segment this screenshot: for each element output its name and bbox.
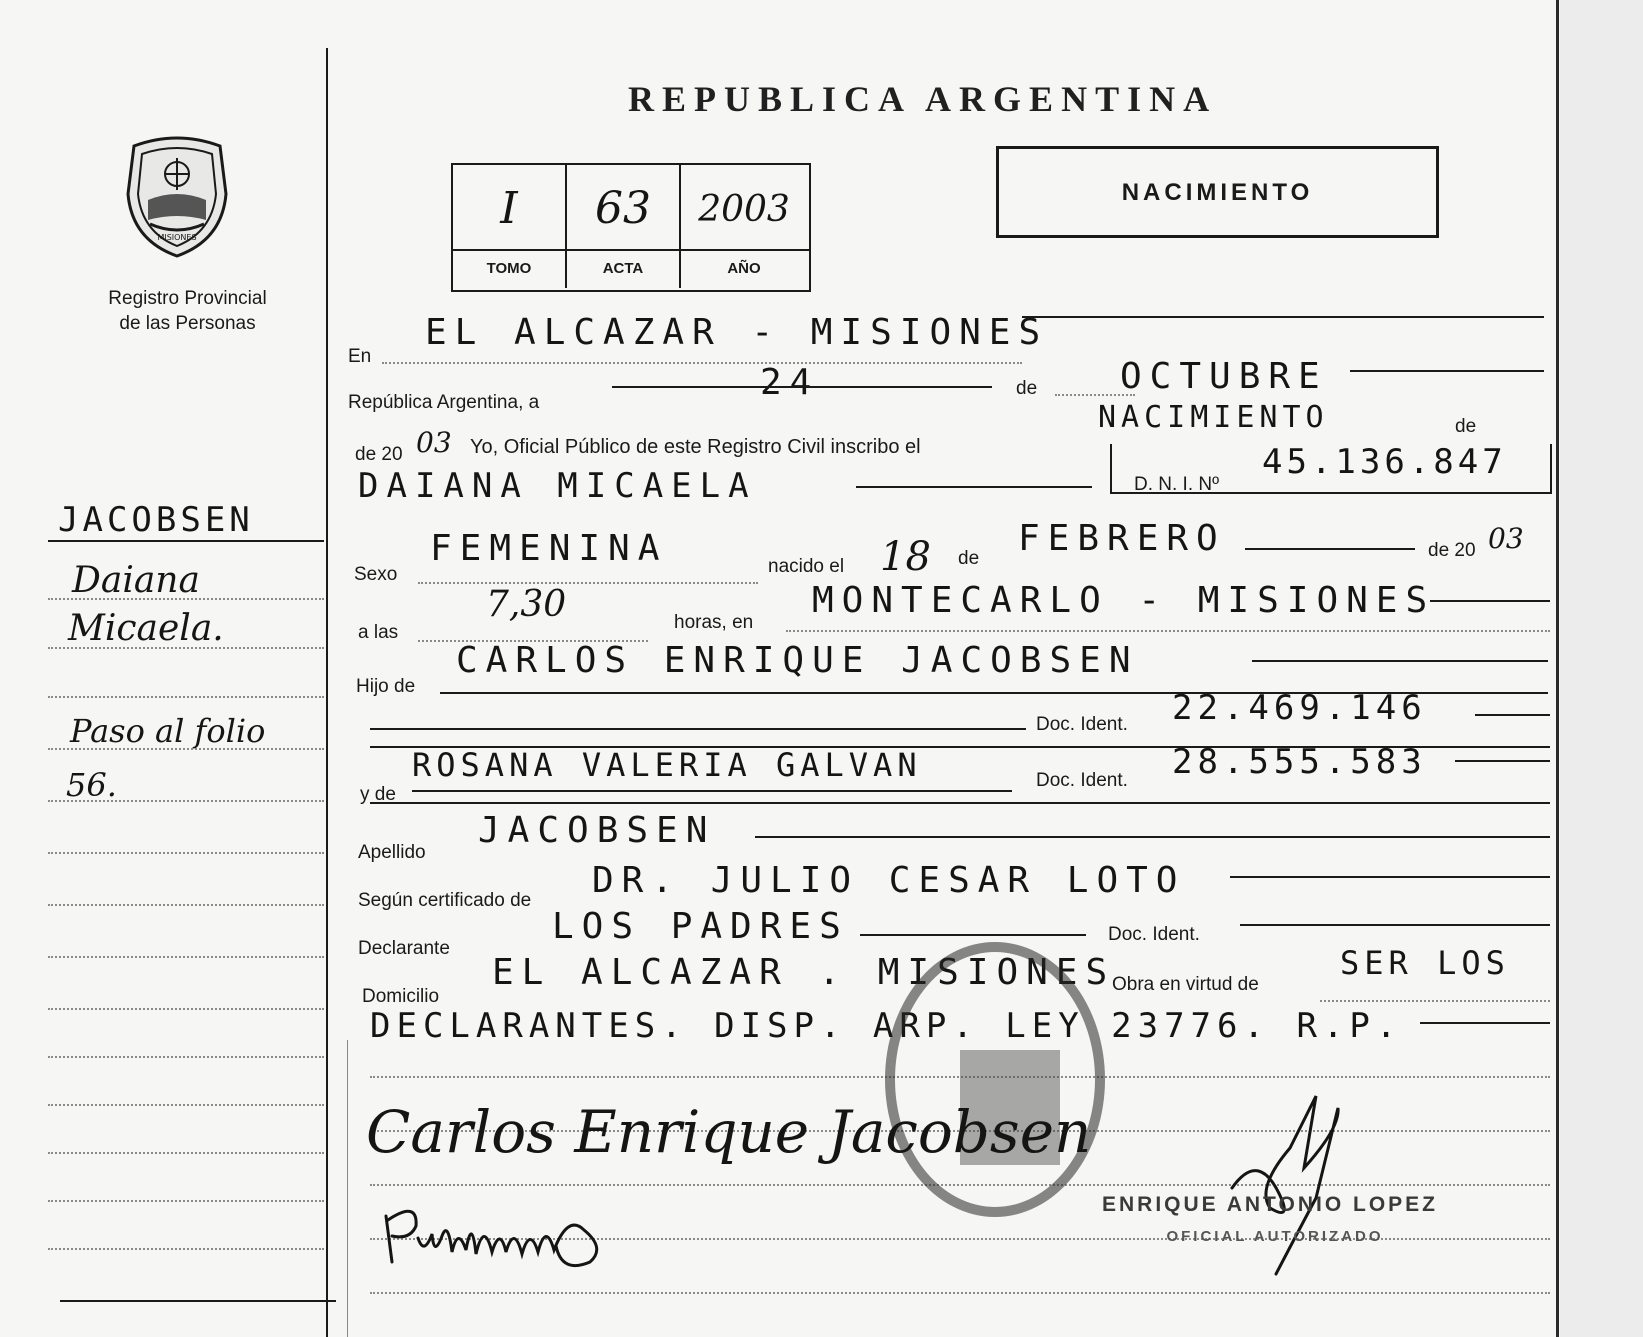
- margin-line: [48, 852, 324, 854]
- official-role: OFICIAL AUTORIZADO: [1166, 1228, 1384, 1245]
- child-name-value: DAIANA MICAELA: [358, 466, 757, 506]
- svg-text:MISIONES: MISIONES: [157, 233, 197, 242]
- apellido-label: Apellido: [358, 842, 426, 863]
- mother-name-value: ROSANA VALERIA GALVAN: [412, 746, 922, 784]
- obra-continuation-value: DECLARANTES. DISP. ARP. LEY 23776. R.P.: [370, 1006, 1403, 1046]
- domicilio-label: Domicilio: [362, 986, 440, 1007]
- registry-name: [60, 286, 315, 336]
- ano-value: 2003: [698, 189, 790, 230]
- margin-line: [48, 598, 324, 600]
- margin-line: [48, 1248, 324, 1250]
- birth-place-dotted-line: [786, 630, 1550, 632]
- sexo-dotted-line: [418, 582, 758, 584]
- certificate-doctor-value: DR. JULIO CESAR LOTO: [592, 860, 1186, 901]
- margin-line: [48, 1056, 324, 1058]
- birth-place-line: [1430, 600, 1550, 602]
- certificado-label: Según certificado de: [358, 890, 532, 911]
- margin-line: [48, 748, 324, 750]
- month-value: OCTUBRE: [1120, 356, 1328, 397]
- day-value: 24: [760, 362, 820, 403]
- surname-line: [755, 836, 1550, 838]
- document-type-box: [996, 146, 1439, 238]
- sexo-value: FEMENINA: [430, 528, 668, 569]
- mother-name-line: [412, 790, 1012, 792]
- birth-day-value: 18: [880, 534, 931, 580]
- birth-year-prefix-label: de 20: [1428, 540, 1476, 561]
- mother-signature: [378, 1196, 638, 1272]
- father-name-line: [1252, 660, 1548, 662]
- separator-line: [370, 802, 1550, 804]
- address-value: EL ALCAZAR . MISIONES: [492, 952, 1116, 993]
- father-continuation-line: [370, 728, 1026, 730]
- tomo-label: TOMO: [486, 260, 532, 277]
- alas-label: a las: [358, 622, 399, 643]
- margin-surname: JACOBSEN: [58, 500, 254, 540]
- day-line: [612, 386, 992, 388]
- record-box-separator: [453, 249, 809, 251]
- de-label: de: [1016, 378, 1038, 399]
- obra-value: SER LOS: [1340, 944, 1510, 982]
- birth-month-value: FEBRERO: [1018, 518, 1226, 559]
- margin-secondname: Micaela.: [68, 608, 224, 649]
- margin-line: [48, 540, 324, 542]
- father-name-value: CARLOS ENRIQUE JACOBSEN: [456, 640, 1139, 681]
- inscription-type-value: NACIMIENTO: [1098, 400, 1329, 435]
- birth-place-value: MONTECARLO - MISIONES: [812, 580, 1436, 621]
- birth-de-label: de: [958, 548, 980, 569]
- blank-dotted-line: [370, 1292, 1550, 1294]
- dni-value: 45.136.847: [1262, 442, 1507, 482]
- nacido-label: nacido el: [768, 556, 845, 577]
- acta-cell: [567, 165, 681, 288]
- mother-doc-value: 28.555.583: [1172, 742, 1427, 782]
- margin-divider: [326, 48, 328, 1337]
- inner-margin-line: [347, 1040, 348, 1337]
- declarant-value: LOS PADRES: [552, 906, 849, 947]
- margin-folio-note: Paso al folio: [70, 712, 266, 750]
- horas-label: horas, en: [674, 612, 754, 633]
- declarant-doc-label: Doc. Ident.: [1108, 924, 1200, 945]
- margin-line: [48, 1152, 324, 1154]
- registry-line-2: de las Personas: [119, 313, 256, 334]
- margin-line: [48, 647, 324, 649]
- year-suffix-value: 03: [416, 426, 452, 459]
- margin-line: [48, 696, 324, 698]
- margin-line: [48, 1008, 324, 1010]
- document-type: NACIMIENTO: [1121, 179, 1314, 206]
- birth-year-suffix-value: 03: [1488, 522, 1524, 555]
- surname-value: JACOBSEN: [478, 810, 716, 851]
- margin-line: [48, 1104, 324, 1106]
- margin-line: [48, 956, 324, 958]
- official-signature: [1220, 1088, 1350, 1278]
- obra-label: Obra en virtud de: [1112, 974, 1259, 995]
- republica-label: República Argentina, a: [348, 392, 540, 413]
- hijo-label: Hijo de: [356, 676, 416, 697]
- oficial-statement: Yo, Oficial Público de este Registro Civil inscribo el: [470, 436, 921, 458]
- sexo-label: Sexo: [354, 564, 398, 585]
- tomo-cell: [453, 165, 567, 288]
- mother-doc-line: [1455, 760, 1550, 762]
- dni-label: D. N. I. Nº: [1134, 474, 1220, 495]
- birth-month-line: [1245, 548, 1415, 550]
- certificate-line: [1230, 876, 1550, 878]
- margin-line: [60, 1300, 336, 1302]
- en-value: EL ALCAZAR - MISIONES: [425, 312, 1049, 353]
- official-name: ENRIQUE ANTONIO LOPEZ: [1101, 1193, 1439, 1216]
- ano-cell: [681, 165, 807, 288]
- obra-dotted-line: [1320, 1000, 1550, 1002]
- father-doc-line: [1475, 714, 1550, 716]
- margin-firstname: Daiana: [72, 560, 200, 601]
- ano-label: AÑO: [727, 260, 761, 277]
- margin-line: [48, 1200, 324, 1202]
- en-label: En: [348, 346, 372, 367]
- registry-line-1: Registro Provincial: [108, 288, 267, 309]
- tomo-value: I: [500, 183, 518, 234]
- sheet-right-border: [1556, 0, 1559, 1337]
- en-dotted-line: [382, 362, 1022, 364]
- declarant-doc-line: [1240, 924, 1550, 926]
- mother-doc-label: Doc. Ident.: [1036, 770, 1128, 791]
- father-doc-label: Doc. Ident.: [1036, 714, 1128, 735]
- declarante-label: Declarante: [358, 938, 450, 959]
- year-prefix-label: de 20: [355, 444, 403, 465]
- father-signature: Carlos Enrique Jacobsen: [366, 1098, 1092, 1166]
- provincial-seal-icon: [120, 128, 234, 260]
- acta-label: ACTA: [602, 260, 644, 277]
- obra-continuation-line: [1420, 1022, 1550, 1024]
- child-name-line: [856, 486, 1092, 488]
- month-dotted-line: [1055, 394, 1135, 396]
- declarant-line: [860, 934, 1086, 936]
- acta-value: 63: [595, 183, 651, 234]
- birth-time-value: 7,30: [486, 584, 567, 625]
- record-number-box: [451, 163, 811, 292]
- page-title: REPUBLICA ARGENTINA: [628, 79, 1218, 119]
- month-line: [1350, 370, 1544, 372]
- inscription-de-label: de: [1455, 416, 1477, 437]
- margin-line: [48, 904, 324, 906]
- margin-folio-number: 56.: [66, 766, 117, 804]
- en-fill-line: [1022, 316, 1544, 318]
- margin-line: [48, 800, 324, 802]
- father-doc-value: 22.469.146: [1172, 688, 1427, 728]
- yde-label: y de: [360, 784, 396, 805]
